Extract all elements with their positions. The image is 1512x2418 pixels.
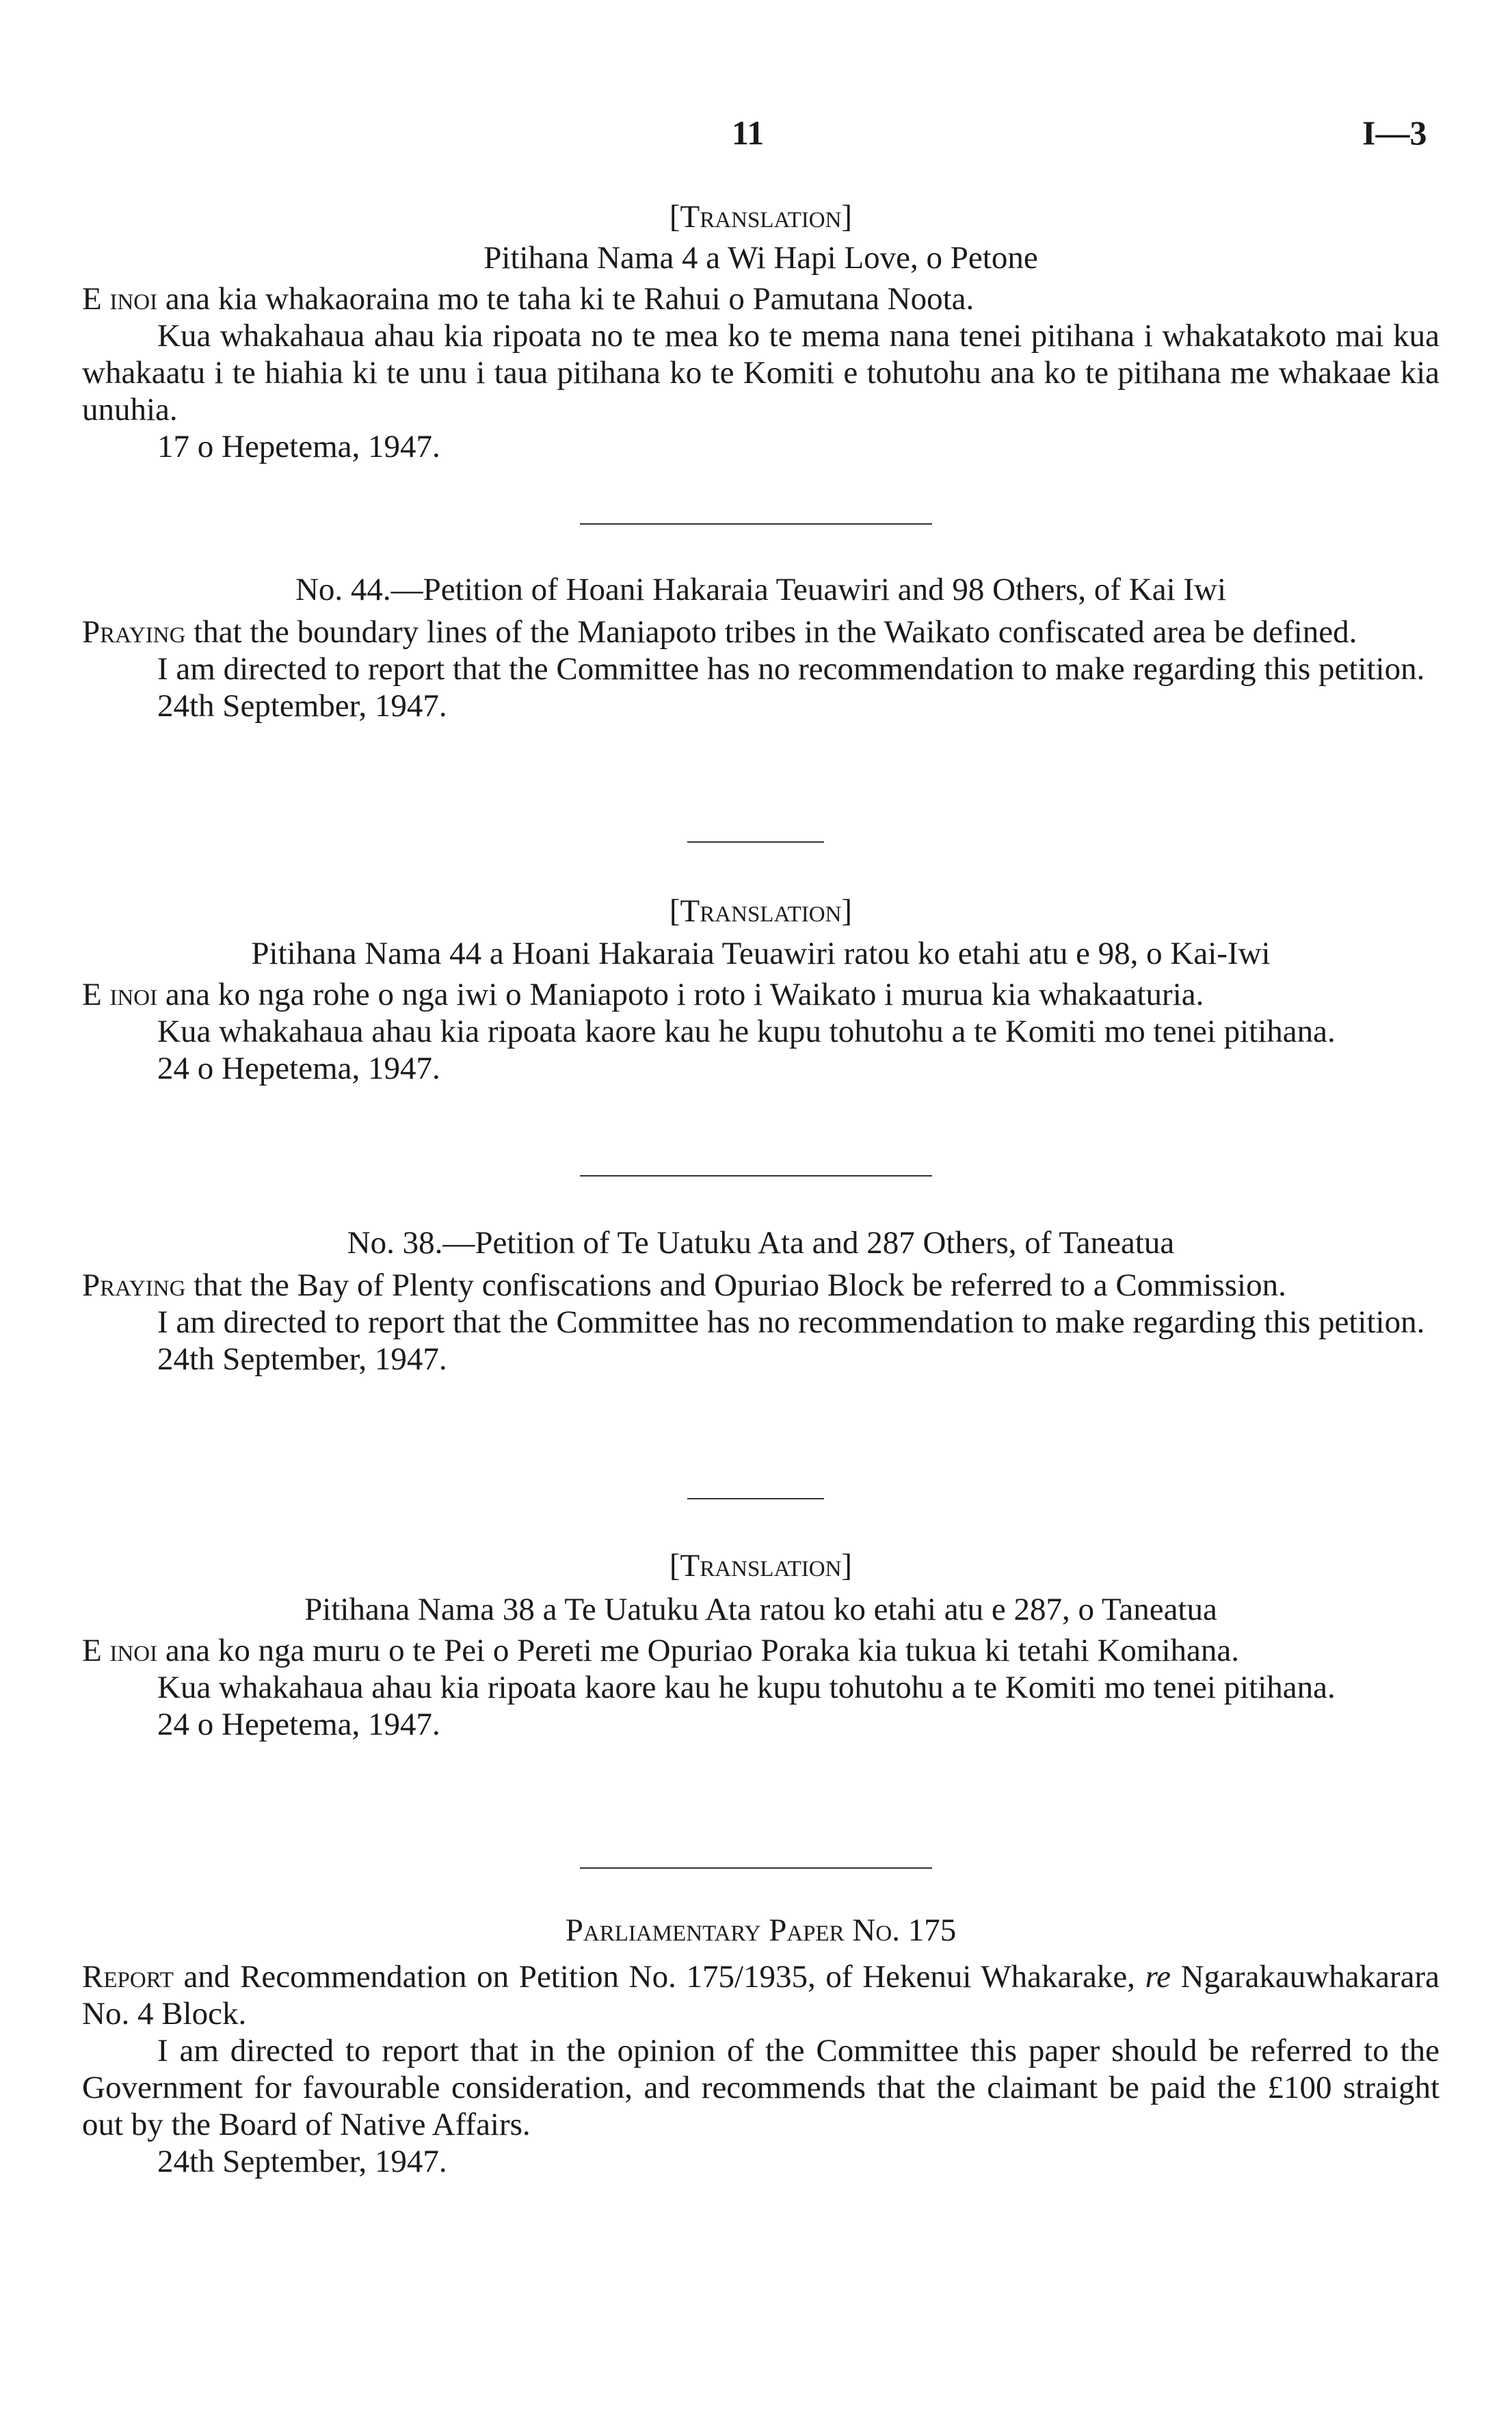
section-translation-petition-4	[82, 198, 1440, 465]
translation-label: [Translation]	[669, 893, 853, 929]
prayer-paragraph	[82, 1632, 1440, 1669]
prayer-paragraph	[82, 614, 1440, 651]
report-paragraph: I am directed to report that the Committee has no recommendation to make regarding this petition.	[157, 651, 1425, 687]
section-title: Pitihana Nama 44 a Hoani Hakaraia Teuawiri ratou ko etahi atu e 98, o Kai-Iwi	[251, 936, 1271, 971]
prayer-text: ana kia whakaoraina mo te taha ki te Rahui o Pamutana Noota.	[157, 281, 974, 317]
lead-word: E inoi	[82, 977, 158, 1012]
report-paragraph: Kua whakahaua ahau kia ripoata kaore kau he kupu tohutohu a te Komiti mo tenei pitihana.	[157, 1014, 1336, 1049]
report-date: 24th September, 1947.	[157, 2144, 447, 2179]
section-divider	[687, 841, 824, 843]
section-divider	[687, 1498, 824, 1499]
report-date: 24 o Hepetema, 1947.	[157, 1051, 440, 1086]
prayer-paragraph	[82, 280, 1440, 317]
report-text-a: and Recommendation on Petition No. 175/1935, of Hekenui Whakarake,	[173, 1959, 1145, 1995]
report-date: 17 o Hepetema, 1947.	[157, 429, 440, 464]
translation-label: [Translation]	[669, 1548, 853, 1583]
paper-label: Parliamentary Paper No. 175	[565, 1913, 957, 1948]
prayer-text: ana ko nga rohe o nga iwi o Maniapoto i roto i Waikato i murua kia whakaaturia.	[157, 977, 1204, 1012]
section-divider	[580, 1867, 932, 1869]
report-date: 24 o Hepetema, 1947.	[157, 1707, 440, 1742]
report-paragraph: I am directed to report that in the opinion of the Committee this paper should be referred to the Government for favourable consideration, and recommends that the claimant be paid the £100 straight out by the Board of Native Affairs.	[82, 2033, 1440, 2142]
section-translation-petition-44	[82, 893, 1440, 1087]
lead-word: Report	[82, 1959, 174, 1995]
re-italic: re	[1145, 1959, 1171, 1995]
report-paragraph: Kua whakahaua ahau kia ripoata no te mea ko te mema nana tenei pitihana i whakatakoto mai kua whakaatu i te hiahia ki te unu i taua pitihana ko te Komiti e tohutohu ana ko te pitihana me whakaae kia unuhia.	[82, 318, 1440, 428]
lead-word: E inoi	[82, 1633, 158, 1668]
section-parliamentary-paper-175	[82, 1912, 1440, 2180]
prayer-paragraph	[82, 976, 1440, 1013]
lead-word: Praying	[82, 614, 186, 650]
paper-reference: I—3	[1362, 114, 1427, 152]
prayer-text: that the boundary lines of the Maniapoto tribes in the Waikato confiscated area be defined.	[185, 614, 1357, 650]
section-petition-44	[82, 571, 1440, 724]
page-number: 11	[732, 114, 765, 152]
report-recommendation-paragraph	[82, 1958, 1440, 2032]
section-petition-38	[82, 1224, 1440, 1378]
prayer-text: that the Bay of Plenty confiscations and Opuriao Block be referred to a Commission.	[185, 1267, 1286, 1303]
lead-word: E inoi	[82, 281, 158, 317]
section-divider	[580, 523, 932, 525]
section-title: Pitihana Nama 38 a Te Uatuku Ata ratou ko etahi atu e 287, o Taneatua	[304, 1592, 1217, 1627]
translation-label: [Translation]	[669, 199, 853, 235]
section-translation-petition-38	[82, 1547, 1440, 1743]
prayer-text: ana ko nga muru o te Pei o Pereti me Opuriao Poraka kia tukua ki tetahi Komihana.	[157, 1633, 1240, 1668]
report-date: 24th September, 1947.	[157, 1341, 447, 1377]
report-paragraph: I am directed to report that the Committee has no recommendation to make regarding this petition.	[157, 1304, 1425, 1340]
section-title: No. 44.—Petition of Hoani Hakaraia Teuawiri and 98 Others, of Kai Iwi	[295, 572, 1227, 607]
section-divider	[580, 1175, 932, 1177]
prayer-paragraph	[82, 1267, 1440, 1304]
page-header	[0, 113, 1512, 161]
report-text-b: Ngarakauwhakarara No. 4 Block.	[82, 1959, 1440, 2032]
section-title: Pitihana Nama 4 a Wi Hapi Love, o Petone	[483, 240, 1038, 276]
lead-word: Praying	[82, 1267, 186, 1303]
report-date: 24th September, 1947.	[157, 688, 447, 724]
section-title: No. 38.—Petition of Te Uatuku Ata and 287 Others, of Taneatua	[347, 1225, 1175, 1261]
report-paragraph: Kua whakahaua ahau kia ripoata kaore kau he kupu tohutohu a te Komiti mo tenei pitihana.	[157, 1670, 1336, 1705]
